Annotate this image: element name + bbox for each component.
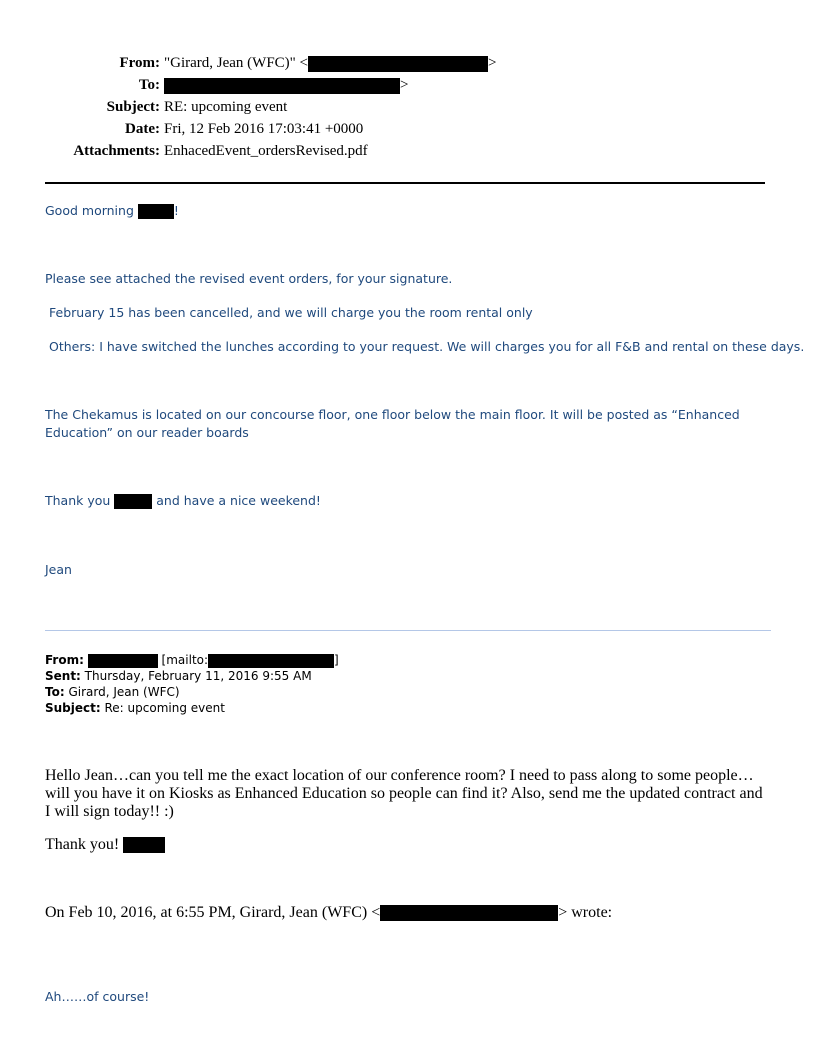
reply-greeting-end: ! [173, 203, 179, 218]
reply-greeting-text: Good morning [45, 203, 138, 218]
redaction-bar [164, 78, 400, 94]
redaction-bar [138, 204, 174, 219]
quote-attribution-end: > wrote: [558, 904, 613, 921]
reply-signature: Jean [45, 562, 72, 577]
forwarded-subject-row [45, 700, 339, 716]
redaction-bar [123, 837, 165, 853]
forwarded-subject-label: Subject: [45, 701, 101, 715]
forwarded-mailto-open: [mailto: [157, 653, 209, 667]
header-from-close: > [488, 55, 497, 71]
original-body: Hello Jean…can you tell me the exact location of our conference room? I need to pass along to some people… will you have it on Kiosks as Enhanced Education so people can find it? Also, send me the updated contract and I will sign today!! :) [45, 767, 763, 820]
redaction-bar [114, 494, 152, 509]
reply-paragraph-1: Please see attached the revised event orders, for your signature. [45, 271, 453, 286]
original-thanks [45, 836, 165, 854]
forwarded-sent-row [45, 668, 339, 684]
header-divider [45, 182, 765, 184]
header-date-label: Date: [125, 121, 160, 137]
forwarded-sent-label: Sent: [45, 669, 81, 683]
reply-thanks-end: and have a nice weekend! [152, 493, 321, 508]
redaction-bar [88, 654, 158, 668]
redaction-bar [380, 905, 558, 921]
header-to-label: To: [138, 77, 160, 93]
header-to-row [40, 74, 420, 96]
header-from-label: From: [119, 55, 160, 71]
reply-paragraph-4: The Chekamus is located on our concourse floor, one floor below the main floor. It will be posted as “Enhanced Education” on our reader boards [45, 407, 740, 440]
header-to-close: > [400, 77, 409, 93]
forwarded-to-label: To: [45, 685, 65, 699]
header-attachments-row [40, 140, 420, 162]
header-from-value: "Girard, Jean (WFC)" < [164, 55, 309, 71]
forwarded-sent-value: Thursday, February 11, 2016 9:55 AM [80, 669, 312, 683]
original-thanks-text: Thank you! [45, 836, 124, 853]
reply-greeting [45, 203, 179, 219]
quote-attribution [45, 904, 612, 922]
forwarded-from-row [45, 652, 339, 668]
reply-thanks-text: Thank you [45, 493, 115, 508]
attachment-link[interactable]: EnhacedEvent_ordersRevised.pdf [164, 143, 368, 159]
redaction-bar [208, 654, 334, 668]
forwarded-mailto-close: ] [334, 653, 339, 667]
quote-attribution-text: On Feb 10, 2016, at 6:55 PM, Girard, Jean (WFC) < [45, 904, 381, 921]
reply-paragraph-3: Others: I have switched the lunches according to your request. We will charges you for all F&B and rental on these days. [49, 339, 805, 354]
quoted-line: Ah……of course! [45, 989, 150, 1004]
forwarded-header [45, 652, 339, 716]
reply-paragraph-2: February 15 has been cancelled, and we will charge you the room rental only [49, 305, 533, 320]
header-date-row [40, 118, 420, 140]
header-to-value [164, 77, 400, 93]
header-from-row [40, 52, 497, 74]
redaction-bar [308, 56, 488, 72]
header-date-value: Fri, 12 Feb 2016 17:03:41 +0000 [164, 121, 364, 137]
header-subject-row [40, 96, 420, 118]
header-subject-value: RE: upcoming event [164, 99, 288, 115]
forward-divider [45, 630, 771, 631]
forwarded-to-row [45, 684, 339, 700]
reply-thanks [45, 493, 321, 509]
header-attachments-label: Attachments: [73, 143, 160, 159]
forwarded-from-label: From: [45, 653, 84, 667]
forwarded-to-value: Girard, Jean (WFC) [64, 685, 180, 699]
forwarded-subject-value: Re: upcoming event [100, 701, 225, 715]
header-subject-label: Subject: [106, 99, 160, 115]
